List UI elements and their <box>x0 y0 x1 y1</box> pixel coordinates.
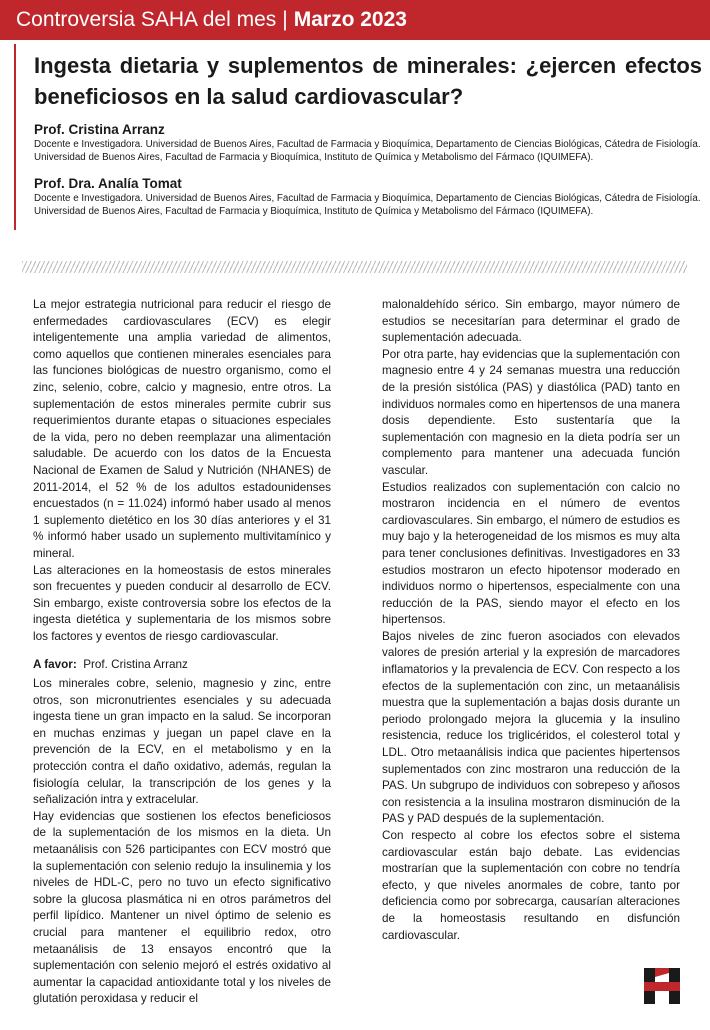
banner-date: Marzo 2023 <box>293 8 407 31</box>
author-affiliation: Docente e Investigadora. Universidad de Buenos Aires, Facultad de Farmacia y Bioquímica, Departamento de Ciencias Biológicas, Cátedra de Fisiología. Universidad de Buenos Aires, Facultad de Farmacia y Bioquímica, Instituto de Química y Metabolismo del Fármaco (IQUIMEFA). <box>34 193 701 217</box>
stance-author: Prof. Cristina Arranz <box>83 658 188 672</box>
stance-heading <box>33 657 331 674</box>
body-paragraph: Con respecto al cobre los efectos sobre el sistema cardiovascular están bajo debate. Las evidencias mostrarían que la suplementación con cobre no tendría efecto, y que niveles anormales de cobre, tanto por deficiencia como por sobrecarga, causarían alteraciones de la homeostasis resultando en disfunción cardiovascular. <box>382 829 680 942</box>
body-paragraph: Por otra parte, hay evidencias que la suplementación con magnesio entre 4 y 24 semanas muestra una reducción de la presión sistólica (PAS) y diastólica (PAD) tanto en individuos normales como en hipertensos de una manera dosis dependiente. Esto sustentaría que la suplementación con magnesio en la dieta podría ser un complemento para mantener una adecuada función vascular. <box>382 347 680 477</box>
header-banner <box>0 0 710 40</box>
body-paragraph: Hay evidencias que sostienen los efectos beneficiosos de la suplementación de los mismos en la dieta. Un metaanálisis con 526 participantes con ECV mostró que la suplementación con selenio redujo la insulinemia y los niveles de HDL-C, pero no tuvo un efecto significativo sobre la glucosa plasmática ni en otros parámetros del perfil lipídico. Mantener un nivel óptimo de selenio es crucial para mantener el equilibrio redox, otro metaanálisis de 13 ensayos encontró que la suplementación con selenio mejoró el estrés oxidativo al aumentar la capacidad antioxidante total y los niveles de glutatión peroxidasa y reducir el <box>33 809 331 1006</box>
author-name: Prof. Dra. Analía Tomat <box>34 176 182 192</box>
right-column <box>382 297 680 944</box>
banner-series: Controversia SAHA del mes <box>16 8 277 31</box>
body-paragraph: Bajos niveles de zinc fueron asociados con elevados valores de presión arterial y la expresión de marcadores inflamatorios y la prevalencia de ECV. Con respecto a los efectos de la suplementación con zinc, un metaanálisis muestra que la suplementación a bajas dosis durante un periodo prolongado mejora la glucemia y la insulino resistencia, reduce los triglicéridos, el colesterol total y LDL. Otro metaanálisis indica que pacientes hipertensos suplementados con zinc mostraron una reducción de la PAS. Un subgrupo de individuos con sobrepeso y añosos con resistencia a la insulina mostraron disminución de la PAS y PAD después de la suplementación. <box>382 629 680 826</box>
author-name: Prof. Cristina Arranz <box>34 122 165 137</box>
saha-h-logo-icon <box>641 965 683 1007</box>
body-paragraph: La mejor estrategia nutricional para reducir el riesgo de enfermedades cardiovasculares (ECV) es elegir inteligentemente una amplia variedad de alimentos, como aquellos que contienen minerales esenciales para las funciones biológicas de nuestro organismo, como el zinc, selenio, cobre, calcio y magnesio, entre otros. La suplementación de estos minerales permite cubrir sus requerimientos durante etapas o situaciones especiales de la vida, pero no deben reemplazar una alimentación saludable. De acuerdo con los datos de la Encuesta Nacional de Examen de Salud y Nutrición (NHANES) de 2011-2014, el 52 % de los adultos estadounidenses encuestados (n = 11.024) informó haber usado al menos 1 suplemento dietético en los 30 días anteriores y el 31 % informó haber usado un suplemento multivitamínico y mineral. <box>33 298 331 560</box>
article-header <box>14 44 702 230</box>
left-column <box>33 297 331 1008</box>
body-paragraph: Estudios realizados con suplementación con calcio no mostraron incidencia en el número de eventos cardiovasculares. Sin embargo, el número de estudios es muy bajo y la heterogeneidad de los mismos es muy alta para tener conclusiones definitivas. Investigadores en 33 estudios mostraron un efecto hipotensor moderado en individuos normo o hipertensos, especialmente con una reducción de la PAS, siendo mayor el efecto en los hipertensos. <box>382 480 680 627</box>
stance-label: A favor: <box>33 658 77 672</box>
banner-separator: | <box>282 8 288 31</box>
author-affiliation: Docente e Investigadora. Universidad de Buenos Aires, Facultad de Farmacia y Bioquímica, Departamento de Ciencias Biológicas, Cátedra de Fisiología. Universidad de Buenos Aires, Facultad de Farmacia y Bioquímica, Instituto de Química y Metabolismo del Fármaco (IQUIMEFA). <box>34 139 701 163</box>
body-paragraph: Los minerales cobre, selenio, magnesio y zinc, entre otros, son micronutrientes esenciales y su adecuada ingesta tiene un gran impacto en la salud. Se incorporan en muchas enzimas y juegan un papel clave en la prevención de la ECV, en el metabolismo y en la protección contra el daño oxidativo, además, regulan la fisiología celular, la transcripción de los genes y la señalización intra y extracelular. <box>33 677 331 807</box>
hatched-divider <box>22 261 687 273</box>
body-paragraph: Las alteraciones en la homeostasis de estos minerales son frecuentes y pueden conducir al desarrollo de ECV. Sin embargo, existe controversia sobre los efectos de la ingesta dietética y suplementaria de los mismos sobre los factores y eventos de riesgo cardiovascular. <box>33 563 331 643</box>
body-paragraph: malonaldehído sérico. Sin embargo, mayor número de estudios se necesitarían para determinar el grado de suplementación adecuada. <box>382 298 680 345</box>
article-title: Ingesta dietaria y suplementos de minerales: ¿ejercen efectos beneficiosos en la salud cardiovascular? <box>34 53 702 109</box>
